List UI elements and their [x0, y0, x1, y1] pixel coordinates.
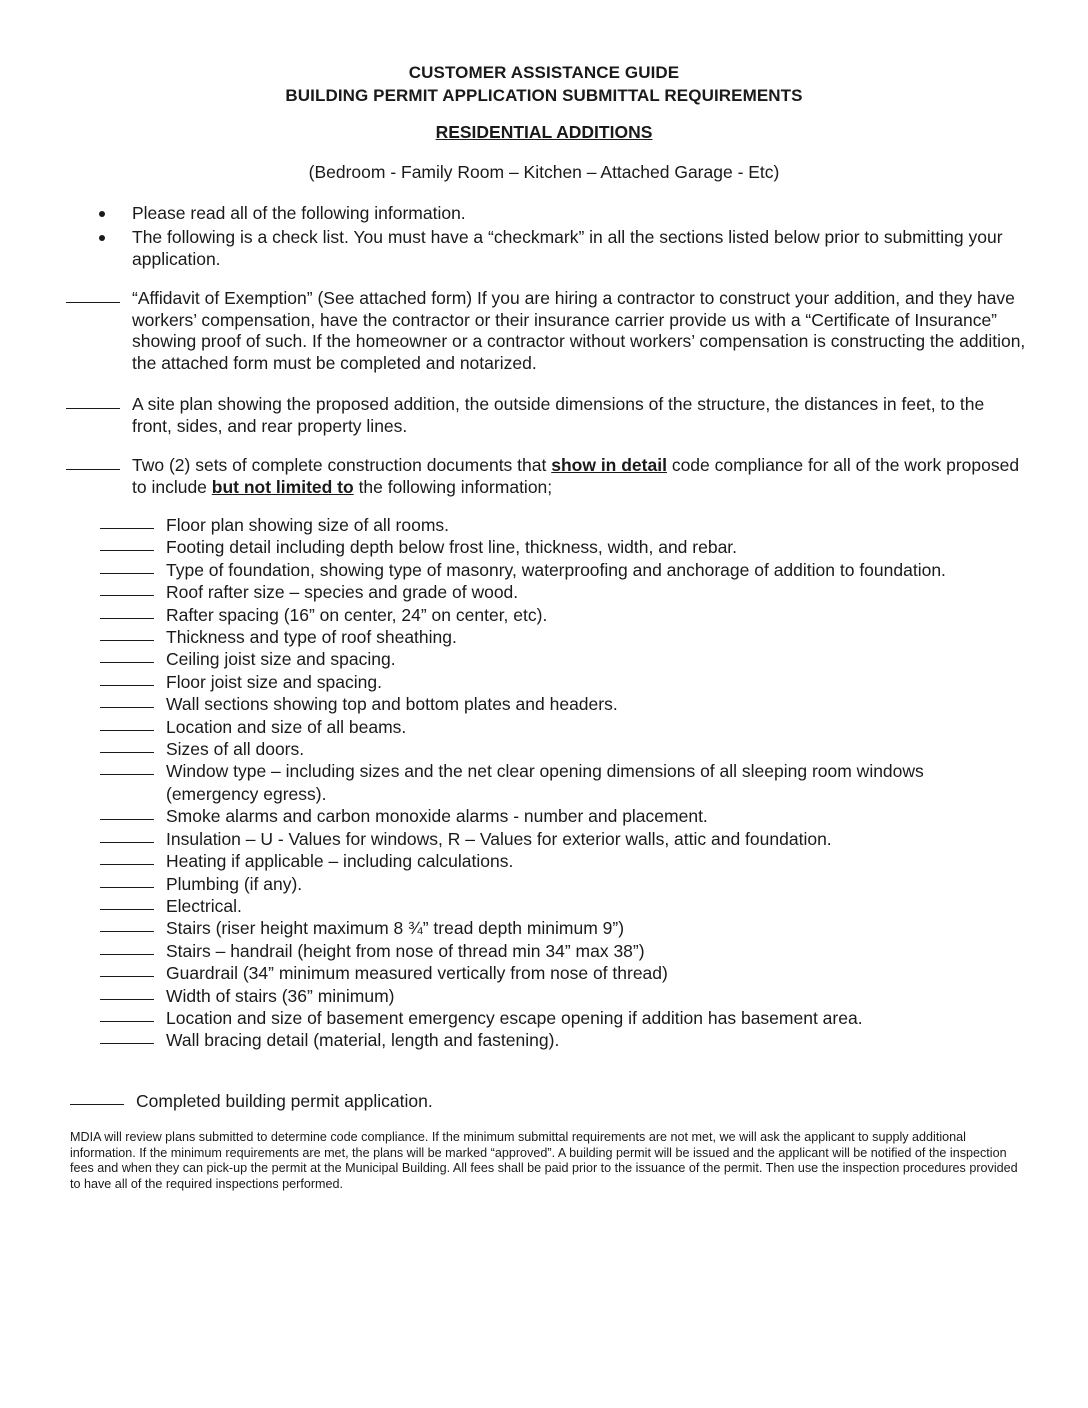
sub-item-text: Location and size of all beams. — [166, 716, 407, 737]
section-subtitle: (Bedroom - Family Room – Kitchen – Attached Garage - Etc) — [308, 162, 780, 182]
checklist-item-text: Completed building permit application. — [136, 1091, 433, 1111]
sub-checklist-item — [100, 873, 1000, 895]
document-title-line-1: CUSTOMER ASSISTANCE GUIDE — [408, 63, 680, 82]
sub-checklist-item — [100, 828, 1000, 850]
checkmark-blank[interactable] — [100, 917, 154, 932]
sub-checklist-item — [100, 1029, 1000, 1051]
bullet-item — [95, 202, 1015, 224]
checkmark-blank[interactable] — [100, 559, 154, 574]
text-segment: the following information; — [353, 476, 553, 497]
sub-item-text: Type of foundation, showing type of masonry, waterproofing and anchorage of addition to foundation. — [166, 559, 946, 580]
bullet-icon — [99, 235, 105, 241]
sub-item-text: Location and size of basement emergency escape opening if addition has basement area. — [166, 1007, 863, 1028]
checkmark-blank[interactable] — [66, 455, 120, 470]
sub-item-text: Guardrail (34” minimum measured vertically from nose of thread) — [166, 963, 668, 984]
sub-checklist-item — [100, 648, 1000, 670]
checklist-item-text: “Affidavit of Exemption” (See attached form) If you are hiring a contractor to construct your addition, and they have workers’ compensation, have the contractor or their insurance carrier provide us with a “Certificate of Insurance” showing proof of such. If the homeowner or a contractor without workers’ compensation is constructing the addition, the attached form must be completed and notarized. — [132, 288, 1026, 373]
emphasis-show-in-detail: show in detail — [551, 455, 667, 475]
section-heading: RESIDENTIAL ADDITIONS — [435, 122, 653, 142]
sub-item-text: Roof rafter size – species and grade of wood. — [166, 582, 519, 603]
sub-checklist-item — [100, 604, 1000, 626]
checkmark-blank[interactable] — [100, 671, 154, 686]
document-title-line-2: BUILDING PERMIT APPLICATION SUBMITTAL REQUIREMENTS — [285, 86, 803, 105]
checkmark-blank[interactable] — [100, 985, 154, 1000]
sub-checklist-item — [100, 985, 1000, 1007]
sub-item-text: Window type – including sizes and the net clear opening dimensions of all sleeping room windows (emergency egress). — [166, 761, 924, 804]
checklist-item-site-plan — [66, 394, 1026, 437]
checkmark-blank[interactable] — [66, 394, 120, 409]
sub-item-text: Electrical. — [166, 895, 242, 916]
sub-checklist-item — [100, 962, 1000, 984]
checkmark-blank[interactable] — [100, 626, 154, 641]
construction-details-checklist — [100, 514, 1000, 1052]
checklist-item-text — [132, 455, 1026, 498]
sub-checklist-item — [100, 1007, 1000, 1029]
sub-checklist-item — [100, 693, 1000, 715]
sub-item-text: Plumbing (if any). — [166, 873, 303, 894]
sub-checklist-item — [100, 738, 1000, 760]
sub-item-text: Footing detail including depth below frost line, thickness, width, and rebar. — [166, 537, 738, 558]
checkmark-blank[interactable] — [100, 514, 154, 529]
checkmark-blank[interactable] — [100, 738, 154, 753]
checkmark-blank[interactable] — [100, 940, 154, 955]
checkmark-blank[interactable] — [100, 693, 154, 708]
emphasis-but-not-limited-to: but not limited to — [211, 476, 354, 497]
checkmark-blank[interactable] — [100, 716, 154, 731]
checklist-item-affidavit — [66, 288, 1026, 374]
sub-item-text: Stairs (riser height maximum 8 ¾” tread depth minimum 9”) — [166, 918, 625, 939]
checkmark-blank[interactable] — [100, 873, 154, 888]
checkmark-blank[interactable] — [66, 288, 120, 303]
sub-checklist-item — [100, 581, 1000, 603]
sub-item-text: Heating if applicable – including calculations. — [166, 851, 514, 872]
checkmark-blank[interactable] — [100, 648, 154, 663]
sub-checklist-item — [100, 805, 1000, 827]
sub-item-text: Thickness and type of roof sheathing. — [166, 627, 457, 648]
sub-checklist-item — [100, 716, 1000, 738]
checkmark-blank[interactable] — [100, 850, 154, 865]
sub-checklist-item — [100, 760, 1000, 805]
sub-checklist-item — [100, 514, 1000, 536]
sub-item-text: Stairs – handrail (height from nose of thread min 34” max 38”) — [166, 940, 645, 961]
sub-item-text: Width of stairs (36” minimum) — [166, 985, 395, 1006]
checklist-item-permit-application — [70, 1090, 433, 1112]
checklist-item-text: A site plan showing the proposed addition, the outside dimensions of the structure, the distances in feet, to the front, sides, and rear property lines. — [132, 394, 985, 436]
sub-item-text: Floor plan showing size of all rooms. — [166, 515, 450, 535]
checkmark-blank[interactable] — [100, 604, 154, 619]
checkmark-blank[interactable] — [100, 581, 154, 596]
sub-checklist-item — [100, 626, 1000, 648]
sub-item-text: Rafter spacing (16” on center, 24” on center, etc). — [166, 604, 548, 625]
bullet-text: The following is a check list. You must have a “checkmark” in all the sections listed below prior to submitting your application. — [132, 227, 1003, 269]
sub-checklist-item — [100, 917, 1000, 939]
checkmark-blank[interactable] — [100, 895, 154, 910]
checkmark-blank[interactable] — [100, 536, 154, 551]
text-segment: Two (2) sets of complete construction documents that — [132, 455, 552, 475]
checkmark-blank[interactable] — [70, 1090, 124, 1105]
sub-checklist-item — [100, 559, 1000, 581]
sub-item-text: Smoke alarms and carbon monoxide alarms - number and placement. — [166, 806, 708, 827]
sub-checklist-item — [100, 671, 1000, 693]
sub-item-text: Ceiling joist size and spacing. — [166, 649, 396, 670]
sub-checklist-item — [100, 940, 1000, 962]
checkmark-blank[interactable] — [100, 828, 154, 843]
bullet-item — [95, 226, 1015, 270]
checkmark-blank[interactable] — [100, 962, 154, 977]
sub-checklist-item — [100, 536, 1000, 558]
sub-item-text: Wall bracing detail (material, length and fastening). — [166, 1030, 560, 1051]
checkmark-blank[interactable] — [100, 1029, 154, 1044]
sub-checklist-item — [100, 850, 1000, 872]
bullet-icon — [99, 211, 105, 217]
footer-note: MDIA will review plans submitted to determine code compliance. If the minimum submittal requirements are not met, we will ask the applicant to supply additional information. If the minimum requirements are met, the plans will be marked “approved”. A building permit will be issued and the applicant will be notified of the inspection fees and when they can pick-up the permit at the Municipal Building. All fees shall be paid prior to the issuance of the permit. Then use the inspection procedures provided to have all of the required inspections performed. — [70, 1130, 1018, 1191]
sub-item-text: Sizes of all doors. — [166, 739, 305, 760]
checklist-item-construction-documents — [66, 455, 1026, 498]
checkmark-blank[interactable] — [100, 1007, 154, 1022]
sub-item-text: Wall sections showing top and bottom plates and headers. — [166, 694, 618, 715]
instruction-bullets — [95, 202, 1015, 272]
text-segment: code compliance for all of the work proposed to include — [132, 455, 1020, 497]
checkmark-blank[interactable] — [100, 760, 154, 775]
bullet-text: Please read all of the following information. — [132, 203, 466, 223]
sub-item-text: Insulation – U - Values for windows, R – Values for exterior walls, attic and foundation. — [166, 828, 832, 849]
checkmark-blank[interactable] — [100, 805, 154, 820]
sub-item-text: Floor joist size and spacing. — [166, 671, 382, 692]
sub-checklist-item — [100, 895, 1000, 917]
